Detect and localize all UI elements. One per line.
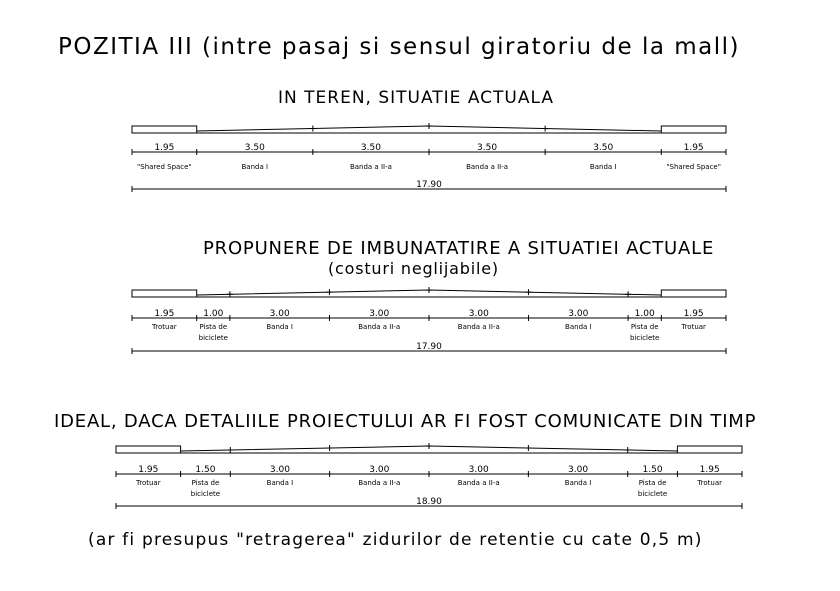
segment-name-label-line2: biciclete bbox=[190, 490, 221, 498]
segment-name-label: "Shared Space" bbox=[137, 163, 192, 171]
total-width-label: 17.90 bbox=[416, 342, 442, 352]
sidewalk-left-outline bbox=[132, 290, 197, 297]
segment-name-label-line2: biciclete bbox=[198, 334, 228, 342]
segment-name-label: Trotuar bbox=[697, 479, 723, 487]
total-width-label: 18.90 bbox=[416, 497, 442, 507]
segment-name-label: Trotuar bbox=[681, 323, 706, 331]
sidewalk-left-outline bbox=[132, 126, 197, 133]
segment-name-label: Trotuar bbox=[152, 323, 177, 331]
segment-width-label: 3.00 bbox=[369, 309, 390, 319]
segment-width-label: 3.00 bbox=[568, 465, 589, 475]
sidewalk-right-outline bbox=[661, 290, 726, 297]
segment-width-label: 1.95 bbox=[138, 465, 159, 475]
segment-name-label: Trotuar bbox=[135, 479, 161, 487]
page-title: POZITIA III (intre pasaj si sensul giratoriu de la mall) bbox=[58, 34, 741, 60]
segment-name-label: Pista de bbox=[638, 479, 667, 487]
segment-name-label: Banda a II-a bbox=[466, 163, 509, 171]
segment-width-label: 1.00 bbox=[634, 309, 655, 319]
segment-name-label: Banda I bbox=[266, 323, 293, 331]
section-1-heading: IN TEREN, SITUATIE ACTUALA bbox=[278, 88, 554, 108]
segment-width-label: 1.95 bbox=[154, 143, 175, 153]
segment-width-label: 1.95 bbox=[154, 309, 175, 319]
section-2-subheading: (costuri neglijabile) bbox=[328, 259, 499, 278]
segment-width-label: 3.00 bbox=[269, 309, 290, 319]
segment-width-label: 1.95 bbox=[699, 465, 720, 475]
segment-width-label: 3.00 bbox=[468, 309, 489, 319]
total-width-label: 17.90 bbox=[416, 180, 442, 190]
segment-width-label: 3.50 bbox=[593, 143, 614, 153]
segment-name-label: Banda a II-a bbox=[457, 479, 500, 487]
segment-name-label: Banda a II-a bbox=[358, 479, 401, 487]
segment-width-label: 3.00 bbox=[468, 465, 489, 475]
segment-width-label: 3.00 bbox=[269, 465, 290, 475]
segment-width-label: 1.50 bbox=[195, 465, 216, 475]
section-3-heading: IDEAL, DACA DETALIILE PROIECTULUI AR FI FOST COMUNICATE DIN TIMP bbox=[54, 411, 757, 432]
sidewalk-right-outline bbox=[677, 446, 742, 453]
segment-name-label: Banda I bbox=[565, 323, 592, 331]
footer-note: (ar fi presupus "retragerea" zidurilor de retentie cu cate 0,5 m) bbox=[88, 530, 703, 550]
segment-name-label: Banda I bbox=[241, 163, 269, 171]
segment-width-label: 1.50 bbox=[642, 465, 663, 475]
sidewalk-right-outline bbox=[661, 126, 726, 133]
segment-name-label: "Shared Space" bbox=[666, 163, 721, 171]
segment-name-label: Banda I bbox=[266, 479, 294, 487]
segment-width-label: 3.00 bbox=[369, 465, 390, 475]
segment-name-label: Banda a II-a bbox=[349, 163, 392, 171]
segment-name-label-line2: biciclete bbox=[630, 334, 660, 342]
segment-name-label: Pista de bbox=[191, 479, 220, 487]
segment-width-label: 1.95 bbox=[683, 143, 704, 153]
segment-name-label: Pista de bbox=[199, 323, 228, 331]
section-2-heading: PROPUNERE DE IMBUNATATIRE A SITUATIEI ACTUALE bbox=[203, 238, 715, 259]
segment-name-label: Banda a II-a bbox=[358, 323, 401, 331]
segment-name-label: Banda I bbox=[589, 163, 617, 171]
sidewalk-left-outline bbox=[116, 446, 181, 453]
segment-name-label: Pista de bbox=[630, 323, 659, 331]
segment-name-label: Banda a II-a bbox=[457, 323, 500, 331]
segment-name-label: Banda I bbox=[564, 479, 592, 487]
segment-width-label: 3.50 bbox=[244, 143, 265, 153]
segment-width-label: 3.00 bbox=[568, 309, 589, 319]
segment-name-label-line2: biciclete bbox=[637, 490, 668, 498]
segment-width-label: 3.50 bbox=[360, 143, 381, 153]
segment-width-label: 1.95 bbox=[683, 309, 704, 319]
segment-width-label: 3.50 bbox=[477, 143, 498, 153]
segment-width-label: 1.00 bbox=[203, 309, 224, 319]
